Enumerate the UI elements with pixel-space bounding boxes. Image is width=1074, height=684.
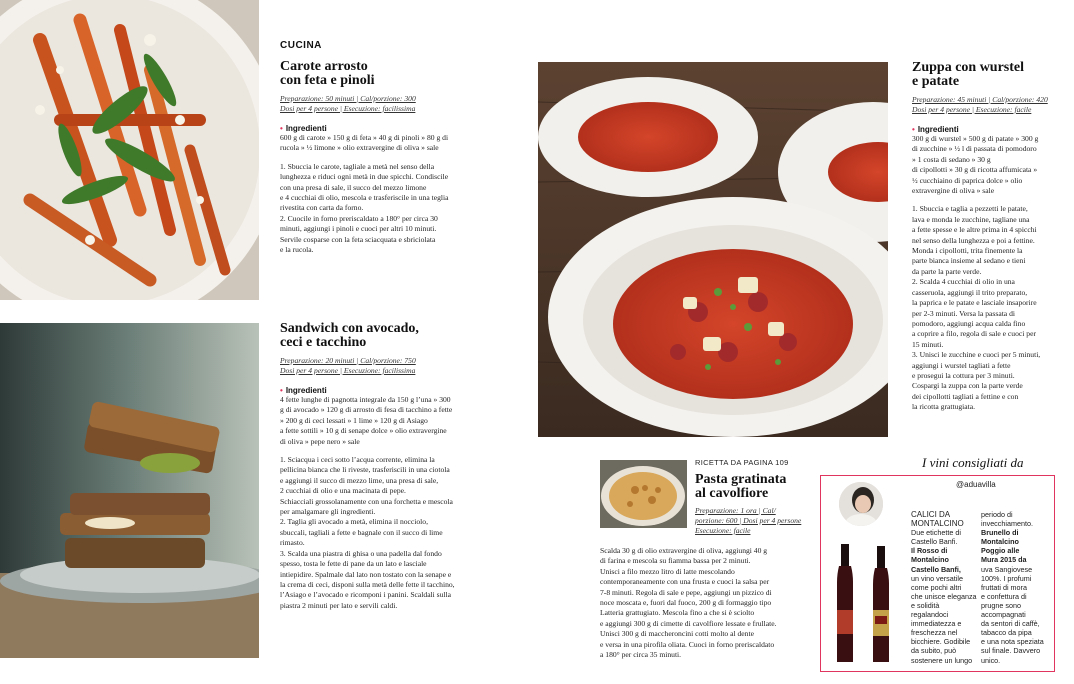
text-line: e confettura di <box>981 591 1027 601</box>
text-line: Unisci a filo mezzo litro di latte mescolando <box>600 566 735 576</box>
text-line: parte bianca insieme al sedano e tieni <box>912 256 1026 266</box>
text-line: 3. Scalda una piastra di ghisa o una padella dal fondo <box>280 548 442 558</box>
text-line: rivestita con carta da forno. <box>280 203 364 213</box>
text-line: lava e monda le zucchine, tagliane una <box>912 214 1030 224</box>
text-line: immediatezza e <box>911 619 962 629</box>
wine-heading: I vini consigliati da <box>922 455 1024 470</box>
pasta-photo <box>600 460 687 528</box>
carote-ingredients-heading <box>280 124 505 133</box>
text-line: da parte la parte verde. <box>912 266 982 276</box>
text-line: sul finale. Davvero <box>981 646 1041 656</box>
text-line: Brunello di <box>981 528 1019 538</box>
text-line: rucola » ½ limone » olio extravergine di oliva » sale <box>280 143 439 153</box>
text-line: e versa in una pirofila oliata. Cuoci in forno preriscaldato <box>600 639 775 649</box>
text-line: 1. Sbuccia e taglia a pezzetti le patate, <box>912 204 1028 214</box>
text-line: fruttati di mora <box>981 582 1027 592</box>
text-line: Poggio alle <box>981 546 1020 556</box>
zuppa-title <box>912 61 1072 89</box>
text-line: prugne sono <box>981 600 1021 610</box>
text-line: dei cipollotti tagliati a fettine e con <box>912 391 1019 401</box>
text-line: Montalcino <box>981 537 1019 547</box>
bullet-icon: • <box>280 386 283 395</box>
pasta-title <box>695 473 820 501</box>
text-line: che unisce eleganza <box>911 591 977 601</box>
pasta-body <box>600 546 815 660</box>
text-line: 4 fette lunghe di pagnotta integrale da 150 g l’una » 300 <box>280 395 451 404</box>
text-line: accompagnati <box>981 610 1026 620</box>
text-line: intiepidire. Spalmale dal lato non tostato con la senape e <box>280 569 452 579</box>
text-line: e 4 cucchiai di olio, mescola e trasferiscile in una teglia <box>280 193 449 203</box>
text-line: a coprire a filo, regola di sale e cuoci per <box>912 329 1036 339</box>
title-line: Pasta gratinata <box>695 472 787 487</box>
text-line: » 1 costa di sedano » 30 g <box>912 154 991 164</box>
text-line: lunghezza e riduci ogni metà in due spicchi. Condiscile <box>280 172 449 182</box>
text-line: di zucchine » ½ l di passata di pomodoro <box>912 144 1037 154</box>
text-line: Castello Banfi, <box>911 564 961 574</box>
zuppa-ingredients-heading <box>912 125 1072 134</box>
text-line: e prosegui la cottura per 3 minuti. <box>912 370 1015 380</box>
avatar <box>839 482 883 526</box>
text-line: contemporaneamente con una frusta e cuoci la salsa per <box>600 577 770 587</box>
text-line: per 2-3 minuti. Versa la passata di <box>912 308 1015 318</box>
ingredients-label: Ingredienti <box>917 125 959 134</box>
carote-step-1 <box>280 162 505 214</box>
title-line: Sandwich con avocado, <box>280 321 419 336</box>
sandwich-steps <box>280 455 505 611</box>
text-line: da sentori di caffè, <box>981 619 1040 629</box>
bullet-icon: • <box>280 124 283 133</box>
text-line: 3. Unisci le zucchine e cuoci per 5 minuti, <box>912 350 1041 360</box>
instagram-handle: @aduavilla <box>956 480 996 489</box>
text-line: di oliva » pepe nero » sale <box>280 436 360 446</box>
text-line: tabacco da pipa <box>981 628 1032 638</box>
title-line: al cavolfiore <box>695 486 769 501</box>
meta-line: Dosi per 4 persone | Esecuzione: facilissima <box>280 104 416 113</box>
wine-column-1 <box>911 510 977 665</box>
text-line: casseruola, aggiungi il trito preparato, <box>912 287 1028 297</box>
pasta-meta <box>695 506 820 536</box>
meta-line: Dosi per 4 persone | Esecuzione: facilissima <box>280 366 416 375</box>
text-line: CALICI DA <box>911 510 951 519</box>
text-line: extravergine di oliva » sale <box>912 186 995 196</box>
wine-column-2 <box>981 510 1051 665</box>
text-line: Montalcino <box>911 555 949 565</box>
carote-ingredients <box>280 133 505 154</box>
meta-line: Preparazione: 1 ora | Cal/ <box>695 506 776 515</box>
text-line: Servile cosparse con la feta sciacquata e sbriciolata <box>280 234 436 244</box>
wine-bottles <box>829 544 909 664</box>
title-line: con feta e pinoli <box>280 73 375 88</box>
text-line: g di avocado » 120 g di arrosto di fesa di tacchino a fette <box>280 405 453 415</box>
text-line: con una presa di sale, il succo del mezzo limone <box>280 182 427 192</box>
text-line: 2. Cuocile in forno preriscaldato a 180° per circa 30 <box>280 213 438 223</box>
text-line: e una nota speziata <box>981 637 1044 647</box>
text-line: 600 g di carote » 150 g di feta » 40 g di pinoli » 80 g di <box>280 133 449 142</box>
text-line: noce moscata e, fuori dal fuoco, 200 g di formaggio tipo <box>600 598 772 608</box>
text-line: aggiungi i wurstel tagliati a fette <box>912 360 1011 370</box>
meta-line: Dosi per 4 persone | Esecuzione: facile <box>912 105 1032 114</box>
text-line: e aggiungi il succo di mezzo lime, una presa di sale, <box>280 475 439 485</box>
text-line: minuti, aggiungi i pinoli e cuoci per altri 10 minuti. <box>280 224 437 234</box>
text-line: periodo di <box>981 510 1013 519</box>
text-line: Il Rosso di <box>911 546 948 556</box>
zuppa-steps <box>912 204 1072 412</box>
sandwich-photo <box>0 323 259 658</box>
text-line: la crema di ceci, disponi sulla metà delle fette il tacchino, <box>280 579 455 589</box>
ingredients-label: Ingredienti <box>285 386 327 395</box>
text-line: e la rucola. <box>280 245 314 255</box>
text-line: un vino versatile <box>911 573 963 583</box>
bullet-icon: • <box>912 125 915 134</box>
text-line: » 200 g di ceci lessati » 1 lime » 120 g di Asiago <box>280 415 428 425</box>
text-line: unico. <box>981 655 1001 665</box>
text-line: 15 minuti. <box>912 339 944 349</box>
carote-title <box>280 60 505 88</box>
text-line: pellicina bianca che li riveste, trasferiscili in una ciotola <box>280 465 450 475</box>
meta-line: Esecuzione: facile <box>695 526 751 535</box>
text-line: 1. Sbuccia le carote, tagliale a metà nel senso della <box>280 161 435 171</box>
title-line: Zuppa con wurstel <box>912 60 1025 75</box>
text-line: di cipollotti » 30 g di ricotta affumicata » <box>912 165 1038 175</box>
meta-line: porzione: 600 | Dosi per 4 persone <box>695 516 802 525</box>
text-line: 2 cucchiai di olio e una macinata di pepe. <box>280 486 406 496</box>
text-line: 2. Taglia gli avocado a metà, elimina il nocciolo, <box>280 517 428 527</box>
sandwich-title <box>280 322 505 350</box>
soup-photo <box>538 62 888 437</box>
text-line: piastra 2 minuti per lato e servili caldi. <box>280 600 398 610</box>
text-line: nel senso della lunghezza e poi a fettine. <box>912 235 1035 245</box>
text-line: spesso, tosta le fette di pane da un lato e lasciale <box>280 559 427 569</box>
text-line: 1. Sciacqua i ceci sotto l’acqua corrente, elimina la <box>280 455 435 465</box>
title-line: Carote arrosto <box>280 59 368 74</box>
sandwich-meta <box>280 356 505 376</box>
text-line: MONTALCINO <box>911 519 964 529</box>
sandwich-ingredients <box>280 395 505 447</box>
ingredients-label: Ingredienti <box>285 124 327 133</box>
text-line: Schiacciali grossolanamente con una forchetta e mescola <box>280 496 453 506</box>
title-line: ceci e tacchino <box>280 335 367 350</box>
text-line: 7-8 minuti. Regola di sale e pepe, aggiungi un pizzico di <box>600 587 772 597</box>
text-line: Unisci 300 g di maccheroncini cotti molto al dente <box>600 629 754 639</box>
text-line: Castello Banfi. <box>911 537 958 547</box>
text-line: la ricotta grattugiata. <box>912 402 976 412</box>
text-line: a 180° per circa 35 minuti. <box>600 650 682 660</box>
text-line: di farina e mescola su fiamma bassa per 2 minuti. <box>600 556 751 566</box>
meta-line: Preparazione: 20 minuti | Cal/porzione: 750 <box>280 356 416 365</box>
text-line: sbuccali, tagliali a fette e bagnale con il succo di lime <box>280 527 443 537</box>
text-line: freschezza nel <box>911 628 958 638</box>
text-line: pomodoro, aggiungi acqua calda fino <box>912 318 1026 328</box>
text-line: regalandoci <box>911 610 949 620</box>
text-line: l’Asiago e l’avocado e ricomponi i panini. Scaldali sulla <box>280 590 452 600</box>
text-line: per amalgamare gli ingredienti. <box>280 507 376 517</box>
text-line: e aggiungi 300 g di cimette di cavolfiore lessate e frullate. <box>600 618 777 628</box>
zuppa-meta <box>912 95 1072 115</box>
zuppa-ingredients <box>912 134 1072 196</box>
text-line: e solidità <box>911 600 940 610</box>
text-line: da subito, può <box>911 646 957 656</box>
title-line: e patate <box>912 74 960 89</box>
text-line: Mura 2015 da <box>981 555 1027 565</box>
wine-box <box>820 475 1055 672</box>
text-line: Due etichette di <box>911 528 961 538</box>
text-line: come pochi altri <box>911 582 962 592</box>
text-line: ½ cucchiaino di paprica dolce » olio <box>912 175 1023 185</box>
pasta-kicker: RICETTA DA PAGINA 109 <box>695 458 789 467</box>
text-line: 2. Scalda 4 cucchiai di olio in una <box>912 277 1015 287</box>
text-line: bicchiere. Godibile <box>911 637 971 647</box>
text-line: sostenere un lungo <box>911 655 973 665</box>
text-line: la paprica e le patate e lasciale insaporire <box>912 298 1037 308</box>
text-line: 100%. I profumi <box>981 573 1032 583</box>
meta-line: Preparazione: 50 minuti | Cal/porzione: 300 <box>280 94 416 103</box>
text-line: 300 g di wurstel » 500 g di patate » 300 g <box>912 134 1039 143</box>
carote-step-2 <box>280 214 505 256</box>
text-line: Latteria grattugiato. Mescola fino a che si è sciolto <box>600 608 755 618</box>
carote-meta <box>280 94 505 114</box>
text-line: uva Sangiovese <box>981 564 1033 574</box>
text-line: Monda i cipollotti, trita finemente la <box>912 246 1023 256</box>
text-line: invecchiamento. <box>981 519 1033 529</box>
text-line: a fette spesse e le altre prima in 4 spicchi <box>912 225 1037 235</box>
section-label: CUCINA <box>280 40 322 51</box>
text-line: a fette sottili » 10 g di senape dolce » olio extravergine <box>280 426 447 436</box>
text-line: Scalda 30 g di olio extravergine di oliva, aggiungi 40 g <box>600 546 768 555</box>
carrots-photo <box>0 0 259 300</box>
text-line: Cospargi la zuppa con la parte verde <box>912 381 1023 391</box>
sandwich-ingredients-heading <box>280 386 505 395</box>
meta-line: Preparazione: 45 minuti | Cal/porzione: 420 <box>912 95 1048 104</box>
text-line: rimasto. <box>280 538 305 548</box>
